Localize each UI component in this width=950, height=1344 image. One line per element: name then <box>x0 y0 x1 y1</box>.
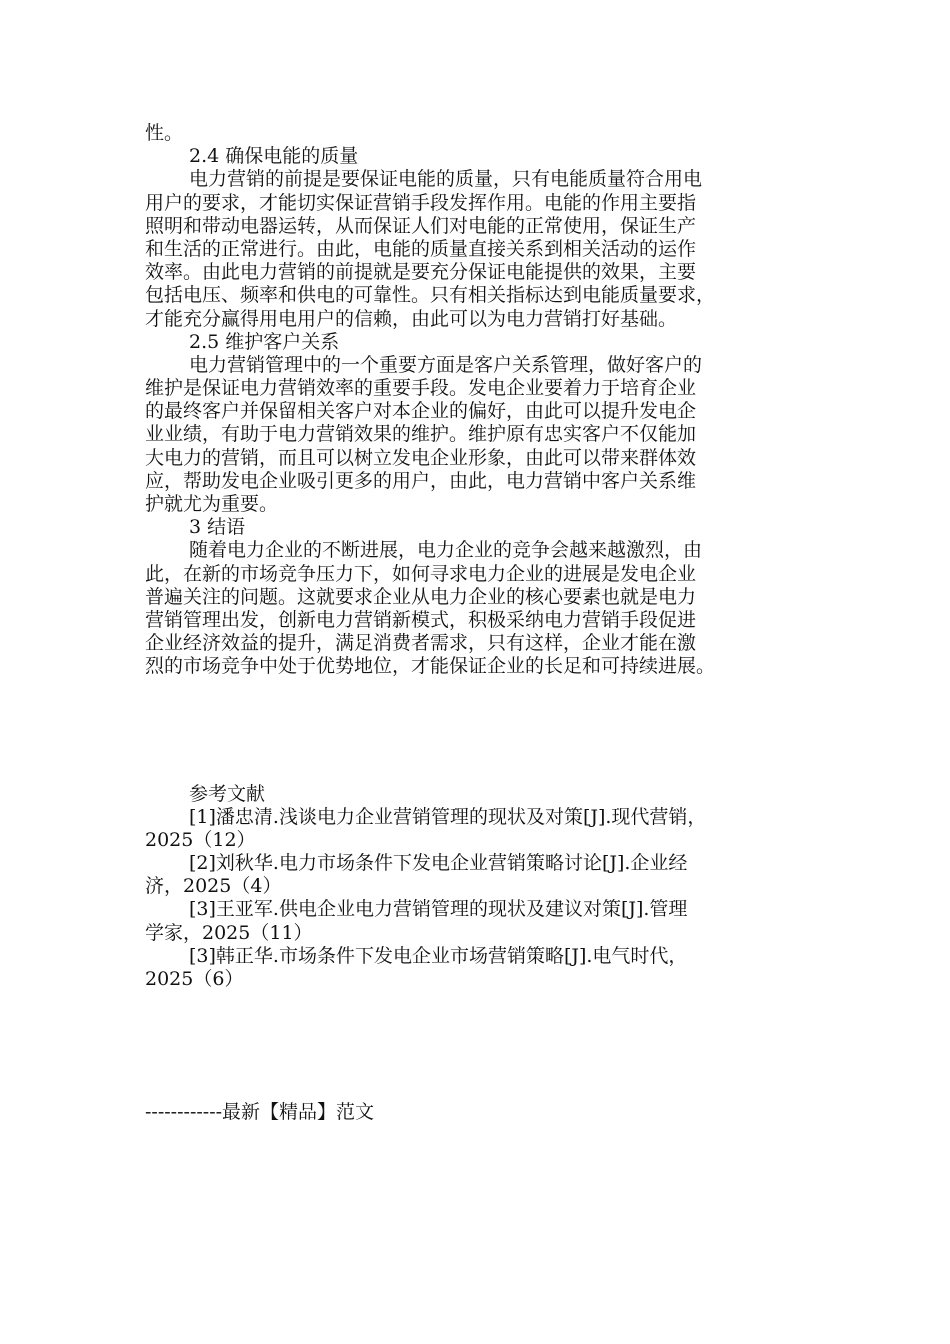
text-line: 济，2025（4） <box>145 875 282 898</box>
text-line: 效率。由此电力营销的前提就是要充分保证电能提供的效果，主要 <box>145 261 697 284</box>
text-line: 的最终客户并保留相关客户对本企业的偏好，由此可以提升发电企 <box>145 400 697 423</box>
text-line: 照明和带动电器运转，从而保证人们对电能的正常使用，保证生产 <box>145 214 697 237</box>
text-line: 才能充分赢得用电用户的信赖，由此可以为电力营销打好基础。 <box>145 307 678 330</box>
text-line: 应，帮助发电企业吸引更多的用户，由此，电力营销中客户关系维 <box>145 469 697 492</box>
text-line: [3]王亚军.供电企业电力营销管理的现状及建议对策[J].管理 <box>189 898 688 921</box>
document-page <box>145 122 805 991</box>
text-line: 营销管理出发，创新电力营销新模式，积极采纳电力营销手段促进 <box>145 608 697 631</box>
text-line: 学家，2025（11） <box>145 921 313 944</box>
text-line: [2]刘秋华.电力市场条件下发电企业营销策略讨论[J].企业经 <box>189 852 688 875</box>
text-line: [3]韩正华.市场条件下发电企业市场营销策略[J].电气时代， <box>189 944 688 967</box>
text-line: 2.5 维护客户关系 <box>189 330 340 353</box>
text-line: 包括电压、频率和供电的可靠性。只有相关指标达到电能质量要求， <box>145 284 716 307</box>
text-line: 烈的市场竞争中处于优势地位，才能保证企业的长足和可持续进展。 <box>145 655 716 678</box>
text-line: 此，在新的市场竞争压力下，如何寻求电力企业的进展是发电企业 <box>145 562 697 585</box>
text-line: 性。 <box>145 122 184 144</box>
text-line: 2.4 确保电能的质量 <box>189 145 359 168</box>
text-line: [1]潘忠清.浅谈电力企业营销管理的现状及对策[J].现代营销， <box>189 805 707 828</box>
text-line: 业业绩，有助于电力营销效果的维护。维护原有忠实客户不仅能加 <box>145 423 697 446</box>
text-line: 普遍关注的问题。这就要求企业从电力企业的核心要素也就是电力 <box>145 585 697 608</box>
text-line: 2025（6） <box>145 968 244 990</box>
references-section <box>145 783 805 992</box>
footer-text: ------------最新【精品】范文 <box>145 1101 375 1123</box>
text-line: 电力营销管理中的一个重要方面是客户关系管理，做好客户的 <box>189 353 703 376</box>
references-heading: 参考文献 <box>189 782 266 805</box>
body-text <box>145 122 805 679</box>
text-line: 维护是保证电力营销效率的重要手段。发电企业要着力于培育企业 <box>145 377 697 400</box>
text-line: 3 结语 <box>189 516 246 539</box>
references-list <box>145 806 805 992</box>
text-line: 大电力的营销，而且可以树立发电企业形象，由此可以带来群体效 <box>145 446 697 469</box>
text-line: 随着电力企业的不断进展，电力企业的竞争会越来越激烈，由 <box>189 539 703 562</box>
text-line: 企业经济效益的提升，满足消费者需求，只有这样，企业才能在激 <box>145 632 697 655</box>
text-line: 和生活的正常进行。由此，电能的质量直接关系到相关活动的运作 <box>145 237 697 260</box>
text-line: 电力营销的前提是要保证电能的质量，只有电能质量符合用电 <box>189 168 703 191</box>
section-gap <box>145 679 805 783</box>
text-line: 护就尤为重要。 <box>145 493 279 515</box>
text-line: 2025（12） <box>145 828 256 851</box>
text-line: 用户的要求，才能切实保证营销手段发挥作用。电能的作用主要指 <box>145 191 697 214</box>
